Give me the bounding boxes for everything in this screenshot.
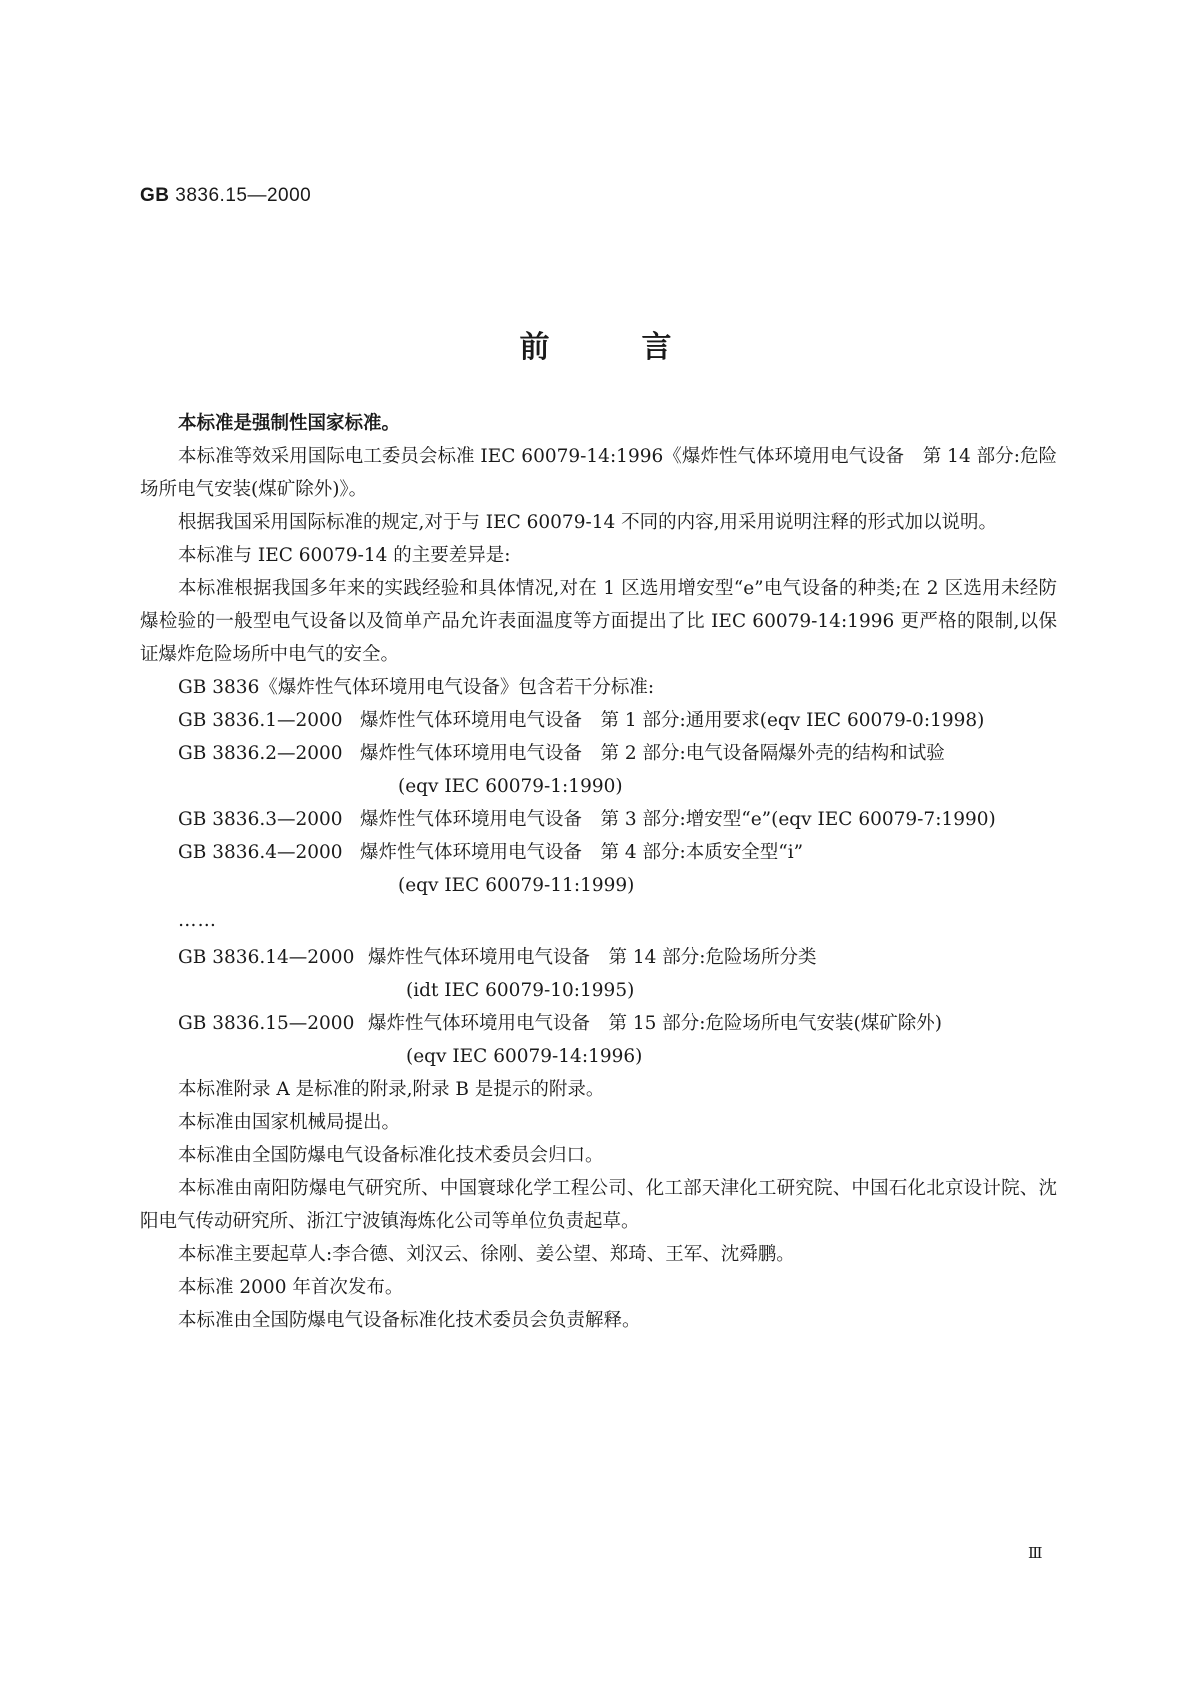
standard-code: GB 3836.4—2000 [178,842,343,863]
paragraph-interpretation: 本标准由全国防爆电气设备标准化技术委员会负责解释。 [178,1310,641,1331]
paragraph-mandatory: 本标准是强制性国家标准。 [178,413,401,434]
standard-entry [140,737,1057,803]
paragraph-proposer: 本标准由国家机械局提出。 [178,1112,401,1133]
paragraph-adoption-rule: 根据我国采用国际标准的规定,对于与 IEC 60079-14 不同的内容,用采用说明注释的形式加以说明。 [178,512,998,533]
ellipsis: …… [178,910,217,931]
standard-entry [140,803,1057,836]
standard-equivalence: (idt IEC 60079-10:1995) [406,980,635,1001]
standard-entry [140,704,1057,737]
header-standard-number: 3836.15—2000 [175,185,312,206]
paragraph-centralized: 本标准由全国防爆电气设备标准化技术委员会归口。 [178,1145,604,1166]
paragraph-differences: 本标准根据我国多年来的实践经验和具体情况,对在 1 区选用增安型“e”电气设备的种类;在 2 区选用未经防爆检验的一般型电气设备以及简单产品允许表面温度等方面提出了比 IEC 60079-14:1996 更严格的限制,以保证爆炸危险场所中电气的安全。 [140,578,1057,665]
page-number: Ⅲ [1028,1544,1043,1562]
standard-equivalence: (eqv IEC 60079-1:1990) [398,776,623,797]
paragraph-appendix: 本标准附录 A 是标准的附录,附录 B 是提示的附录。 [178,1079,605,1100]
standard-code: GB 3836.1—2000 [178,710,343,731]
standard-code: GB 3836.3—2000 [178,809,343,830]
standard-title: 爆炸性气体环境用电气设备 第 15 部分:危险场所电气安装(煤矿除外) [368,1013,942,1034]
paragraph-equivalence: 本标准等效采用国际电工委员会标准 IEC 60079-14:1996《爆炸性气体环境用电气设备 第 14 部分:危险场所电气安装(煤矿除外)》。 [140,446,1057,500]
document-header [140,185,311,207]
standard-entry [140,836,1057,902]
standard-title: 爆炸性气体环境用电气设备 第 4 部分:本质安全型“i” [360,842,804,863]
standard-equivalence: (eqv IEC 60079-14:1996) [406,1046,643,1067]
paragraph-drafting-units: 本标准由南阳防爆电气研究所、中国寰球化学工程公司、化工部天津化工研究院、中国石化北京设计院、沈阳电气传动研究所、浙江宁波镇海炼化公司等单位负责起草。 [140,1178,1057,1232]
standard-equivalence: (eqv IEC 60079-11:1999) [398,875,635,896]
foreword-body [140,407,1057,1337]
standard-code: GB 3836.14—2000 [178,947,355,968]
standard-entry [140,1007,1057,1073]
paragraph-first-release: 本标准 2000 年首次发布。 [178,1277,404,1298]
paragraph-differences-intro: 本标准与 IEC 60079-14 的主要差异是: [178,545,511,566]
standard-entry [140,941,1057,1007]
standard-code: GB 3836.15—2000 [178,1013,355,1034]
paragraph-series-intro: GB 3836《爆炸性气体环境用电气设备》包含若干分标准: [178,677,655,698]
standard-title: 爆炸性气体环境用电气设备 第 1 部分:通用要求(eqv IEC 60079-0:1998) [360,710,985,731]
standard-title: 爆炸性气体环境用电气设备 第 2 部分:电气设备隔爆外壳的结构和试验 [360,743,945,764]
standard-title: 爆炸性气体环境用电气设备 第 3 部分:增安型“e”(eqv IEC 60079-7:1990) [360,809,996,830]
page-title: 前言 [519,330,764,365]
standard-code: GB 3836.2—2000 [178,743,343,764]
paragraph-drafters: 本标准主要起草人:李合德、刘汉云、徐刚、姜公望、郑琦、王军、沈舜鹏。 [178,1244,795,1265]
header-gb-label: GB [140,185,170,206]
standard-title: 爆炸性气体环境用电气设备 第 14 部分:危险场所分类 [368,947,817,968]
